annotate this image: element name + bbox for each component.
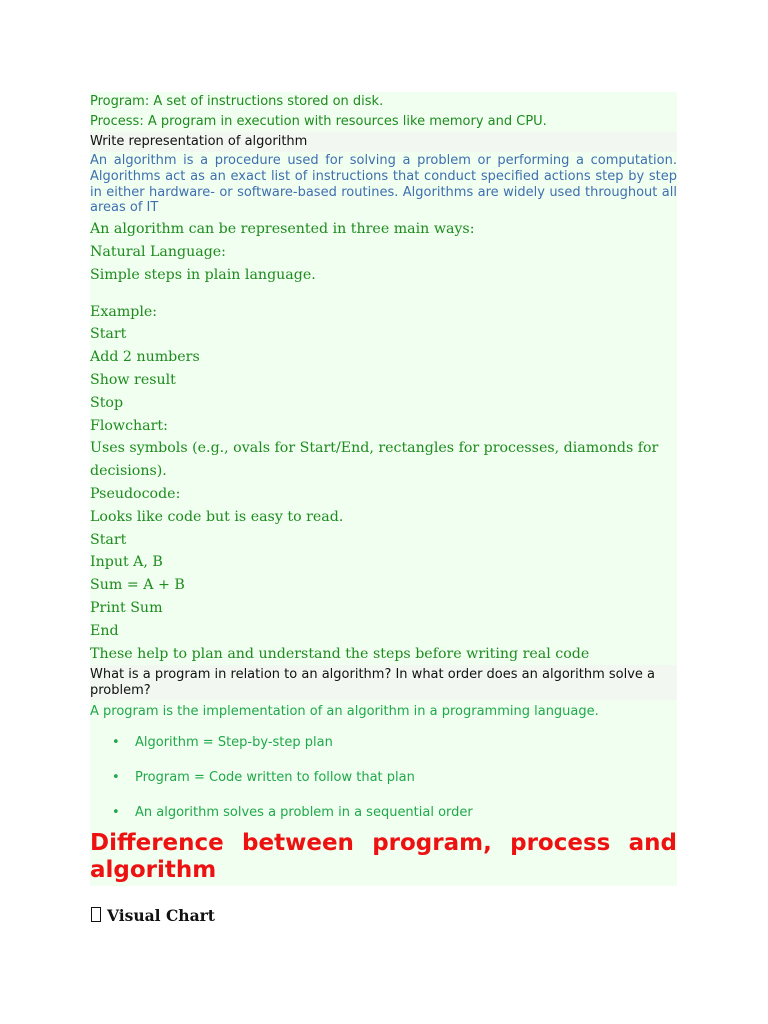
section-heading: Difference between program, process and algorithm <box>90 830 677 884</box>
three-ways-line: An algorithm can be represented in three main ways: <box>90 221 475 238</box>
list-item: • Program = Code written to follow that plan <box>90 769 677 787</box>
question-program-algorithm: What is a program in relation to an algorithm? In what order does an algorithm solve a problem? <box>90 665 677 700</box>
spacer <box>90 287 677 301</box>
visual-chart-heading <box>90 906 677 925</box>
example-step: Stop <box>90 394 124 411</box>
example-label: Example: <box>90 303 158 320</box>
example-step: Add 2 numbers <box>90 349 200 366</box>
pseudocode-description: Looks like code but is easy to read. <box>90 508 344 525</box>
list-item: • An algorithm solves a problem in a sequential order <box>90 804 677 824</box>
document-page <box>90 92 677 925</box>
example-step: Start <box>90 326 127 343</box>
natural-language-label: Natural Language: <box>90 243 226 260</box>
flowchart-description: Uses symbols (e.g., ovals for Start/End, rectangles for processes, diamonds for decisions). <box>90 440 659 480</box>
flowchart-label: Flowchart: <box>90 417 168 434</box>
pseudocode-step: Input A, B <box>90 554 163 571</box>
help-line: These help to plan and understand the steps before writing real code <box>90 645 590 662</box>
program-definition: Program: A set of instructions stored on disk. <box>90 94 384 109</box>
example-step: Show result <box>90 371 176 388</box>
content-band <box>90 92 677 886</box>
pseudocode-step: End <box>90 622 119 639</box>
pseudocode-label: Pseudocode: <box>90 485 181 502</box>
simple-steps-line: Simple steps in plain language. <box>90 266 316 283</box>
pseudocode-step: Sum = A + B <box>90 577 185 594</box>
visual-chart-label: Visual Chart <box>107 906 215 926</box>
missing-glyph-icon <box>91 907 101 922</box>
list-item: • Algorithm = Step-by-step plan <box>90 734 677 752</box>
pseudocode-step: Print Sum <box>90 599 163 616</box>
bullet-list <box>90 722 677 824</box>
algorithm-paragraph: An algorithm is a procedure used for solving a problem or performing a computation. Algorithms act as an exact list of instructions that conduct specified actions step by step in either hardware- or software-based routines. Algorithms are widely used throughout all areas of IT <box>90 153 677 216</box>
question-representation: Write representation of algorithm <box>90 132 677 152</box>
process-definition: Process: A program in execution with resources like memory and CPU. <box>90 114 547 129</box>
pseudocode-step: Start <box>90 531 127 548</box>
program-implementation: A program is the implementation of an algorithm in a programming language. <box>90 704 599 720</box>
